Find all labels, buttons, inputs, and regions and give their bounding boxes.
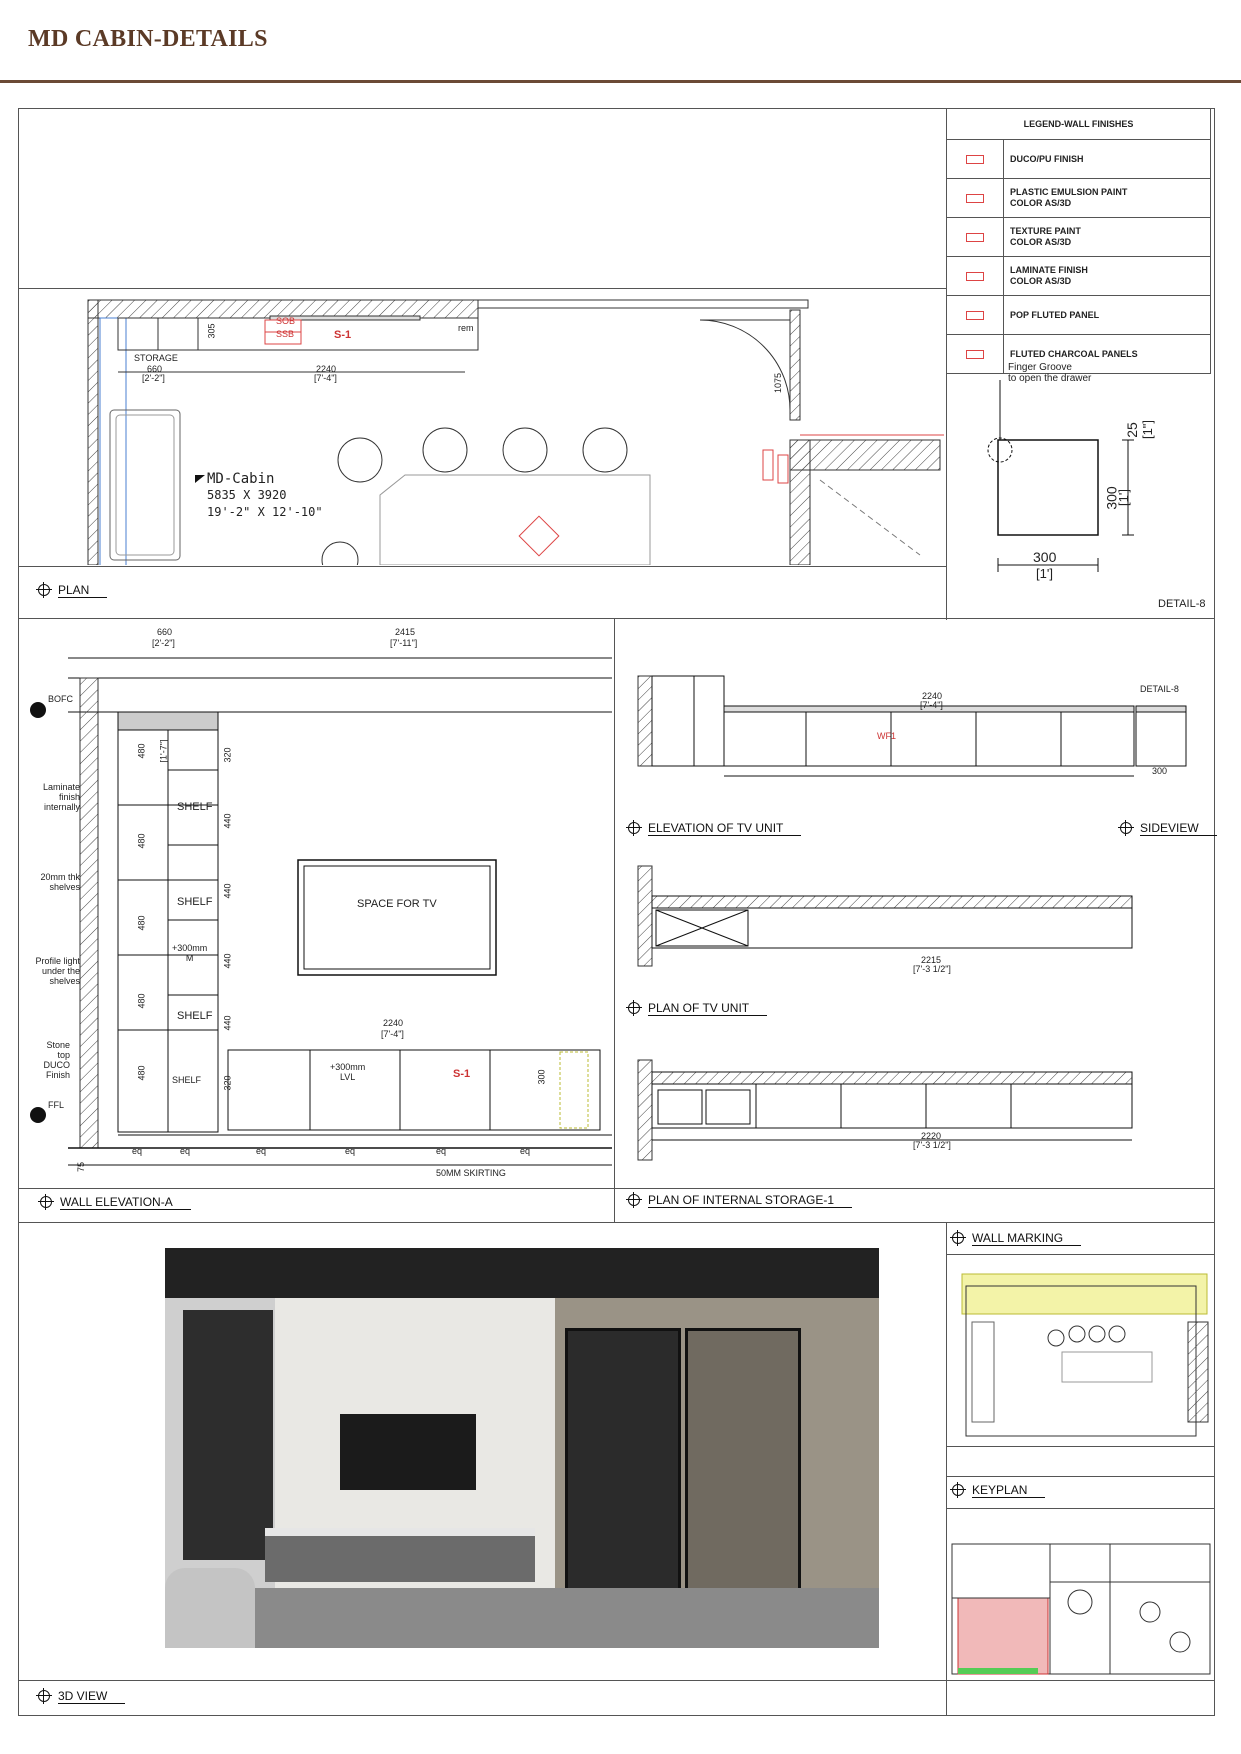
legend-swatch (947, 179, 1004, 217)
we-dim-2415: 2415 (395, 627, 416, 637)
tv-storage-dim-ft: [7'-3 1/2"] (913, 1140, 951, 1150)
tv-elevation-title (626, 820, 801, 836)
render-3d-image (165, 1248, 879, 1648)
we-shelf-label: SHELF (177, 896, 213, 908)
we-col-dim: 440 (222, 953, 233, 969)
we-row-dim: 480 (136, 1065, 147, 1081)
we-dim-2415-ft: [7'-11"] (390, 638, 418, 648)
plan-cabin-name: MD-Cabin (207, 471, 275, 487)
plan-cabin-dims-ft: 19'-2" X 12'-10" (207, 505, 323, 519)
we-row-dim: 480 (136, 743, 147, 759)
tv-storage-dim: 2220 (921, 1131, 942, 1141)
tv-elev-dim: 2240 (922, 691, 943, 701)
we-dim-660: 660 (157, 627, 173, 637)
plan-door-dim: 1075 (773, 372, 784, 394)
we-note-stone-top: Stone top DUCO Finish (43, 1040, 70, 1080)
we-shelf-label: SHELF (177, 1010, 213, 1022)
tv-elevation-title-text: ELEVATION OF TV UNIT (648, 821, 801, 836)
plan-view-title (36, 582, 107, 598)
detail8-drawing (948, 360, 1212, 585)
we-dim-75: 75 (76, 1161, 87, 1173)
we-tv-unit-dim: 2240 (383, 1018, 404, 1028)
we-col-dim: 320 (222, 1075, 233, 1091)
tv-plan-dim: 2215 (921, 955, 942, 965)
detail8-note: Finger Groove to open the drawer (1008, 362, 1092, 384)
wall-marking-title (950, 1230, 1081, 1246)
legend-swatch (947, 296, 1004, 334)
legend-label: FLUTED CHARCOAL PANELS (1010, 348, 1138, 359)
legend-wall-finishes (946, 108, 1211, 374)
legend-item (947, 257, 1210, 296)
wall-elevation-drawing (20, 620, 612, 1182)
we-col-dim: 440 (222, 883, 233, 899)
plan-tag-s1: S-1 (334, 329, 352, 341)
we-col-dim: 440 (222, 1015, 233, 1031)
plan-tag-ssb: SSB (276, 329, 295, 339)
tv-plan-dim-ft: [7'-3 1/2"] (913, 964, 951, 974)
tv-detail-ref: DETAIL-8 (1140, 684, 1179, 694)
view-target-icon (950, 1230, 966, 1246)
tv-storage-title (626, 1192, 852, 1208)
we-row-dim-ft: [1'-7"] (158, 739, 169, 763)
plan-title-divider (18, 566, 946, 567)
row1-divider (18, 618, 1215, 619)
tv-elev-wf: WF1 (877, 731, 896, 741)
keyplan-title-text: KEYPLAN (972, 1483, 1045, 1498)
we-eq: eq (520, 1146, 531, 1156)
wall-marking-divider (946, 1254, 1215, 1255)
wall-marking-title-text: WALL MARKING (972, 1231, 1081, 1246)
render-view-title-text: 3D VIEW (58, 1689, 125, 1704)
legend-swatch (947, 140, 1004, 178)
we-shelf-label: SHELF (177, 801, 213, 813)
page-title: MD CABIN-DETAILS (28, 26, 268, 52)
plan-top-divider (18, 288, 946, 289)
view-target-icon (626, 1192, 642, 1208)
legend-swatch (947, 218, 1004, 256)
legend-label: DUCO/PU FINISH (1010, 153, 1084, 164)
plan-dim-305: 305 (206, 323, 217, 339)
tv-elev-dim-ft: [7'-4"] (920, 700, 943, 710)
we-skirting-label: 50MM SKIRTING (436, 1168, 506, 1178)
row3-right-divider (946, 1222, 947, 1716)
legend-label: TEXTURE PAINT COLOR AS/3D (1010, 226, 1081, 247)
tv-storage-title-text: PLAN OF INTERNAL STORAGE-1 (648, 1193, 852, 1208)
row3-title-divider (18, 1680, 1215, 1681)
we-eq: eq (256, 1146, 267, 1156)
we-view-title (38, 1194, 191, 1210)
plan-rem: rem (458, 323, 474, 333)
we-row-dim: 480 (136, 833, 147, 849)
we-bofc-label: BOFC (48, 694, 74, 704)
we-view-title-text: WALL ELEVATION-A (60, 1195, 191, 1210)
plan-dim-2240: 2240 (316, 364, 337, 374)
tv-plan-title (626, 1000, 767, 1016)
we-col-dim: 440 (222, 813, 233, 829)
plan-view-title-text: PLAN (58, 583, 107, 598)
we-dim-660-ft: [2'-2"] (152, 638, 175, 648)
plan-storage-label: STORAGE (134, 353, 178, 363)
legend-item (947, 179, 1210, 218)
render-view-title (36, 1688, 125, 1704)
tv-plan-title-text: PLAN OF TV UNIT (648, 1001, 767, 1016)
row2-divider (18, 1222, 1215, 1223)
we-note-profile-light: Profile light under the shelves (35, 956, 80, 986)
view-target-icon (626, 1000, 642, 1016)
detail8-dim-w: 300 (1033, 549, 1057, 565)
plan-dim-660: 660 (147, 364, 163, 374)
wall-marking-drawing (952, 1262, 1212, 1444)
we-ffl-label: FFL (48, 1100, 65, 1110)
we-tv-unit-dim-ft: [7'-4"] (381, 1029, 404, 1039)
tv-side-dim: 300 (1152, 766, 1168, 776)
we-eq: eq (180, 1146, 191, 1156)
plan-drawing (20, 290, 944, 565)
tv-side-title (1118, 820, 1217, 836)
legend-label: LAMINATE FINISH COLOR AS/3D (1010, 265, 1088, 286)
we-eq: eq (345, 1146, 356, 1156)
we-col-dim: 320 (222, 747, 233, 763)
plan-tag-sob: SOB (276, 316, 296, 326)
legend-item (947, 140, 1210, 179)
we-eq: eq (132, 1146, 143, 1156)
we-note-shelves: 20mm thk shelves (40, 872, 80, 892)
we-shelf-label: SHELF (172, 1075, 202, 1085)
we-mid-label: +300mm M (172, 943, 208, 963)
view-target-icon (626, 820, 642, 836)
view-target-icon (36, 1688, 52, 1704)
tv-unit-drawings (616, 620, 1212, 1180)
plan-dim-660-ft: [2'-2"] (142, 373, 165, 383)
we-row-dim: 480 (136, 993, 147, 1009)
legend-title: LEGEND-WALL FINISHES (947, 109, 1210, 140)
row2-title-divider (18, 1188, 1215, 1189)
legend-label: POP FLUTED PANEL (1010, 309, 1100, 320)
detail8-dim-t-ft: [1"] (1140, 419, 1156, 440)
we-tag-s1: S-1 (453, 1068, 471, 1080)
legend-item (947, 218, 1210, 257)
detail8-view-title: DETAIL-8 (1158, 598, 1206, 610)
we-note-laminate: Laminate finish internally (42, 782, 80, 812)
legend-label: PLASTIC EMULSION PAINT COLOR AS/3D (1010, 187, 1128, 208)
view-target-icon (38, 1194, 54, 1210)
row2-center-divider (614, 618, 615, 1222)
legend-item (947, 296, 1210, 335)
tv-side-title-text: SIDEVIEW (1140, 821, 1217, 836)
detail8-dim-t: 25 (1123, 422, 1140, 438)
keyplan-title-divider (946, 1476, 1215, 1477)
we-row-dim: 480 (136, 915, 147, 931)
detail8-dim-w-ft: [1'] (1036, 566, 1053, 581)
view-target-icon (36, 582, 52, 598)
header-rule (0, 80, 1241, 83)
view-target-icon (1118, 820, 1134, 836)
legend-swatch (947, 257, 1004, 295)
view-target-icon (950, 1482, 966, 1498)
detail8-dim-h-ft: [1'] (1115, 489, 1131, 506)
keyplan-title (950, 1482, 1045, 1498)
plan-dim-2240-ft: [7'-4"] (314, 373, 337, 383)
plan-cabin-dims-mm: 5835 X 3920 (207, 488, 287, 502)
we-dim-300: 300 (536, 1069, 547, 1085)
we-eq: eq (436, 1146, 447, 1156)
we-lvl-label: +300mm LVL (330, 1062, 366, 1082)
detail8-dim-h: 300 (1103, 486, 1120, 510)
we-tv-space-label: SPACE FOR TV (357, 898, 437, 910)
keyplan-top-divider (946, 1446, 1215, 1447)
keyplan-drawing (950, 1542, 1212, 1676)
keyplan-divider (946, 1508, 1215, 1509)
